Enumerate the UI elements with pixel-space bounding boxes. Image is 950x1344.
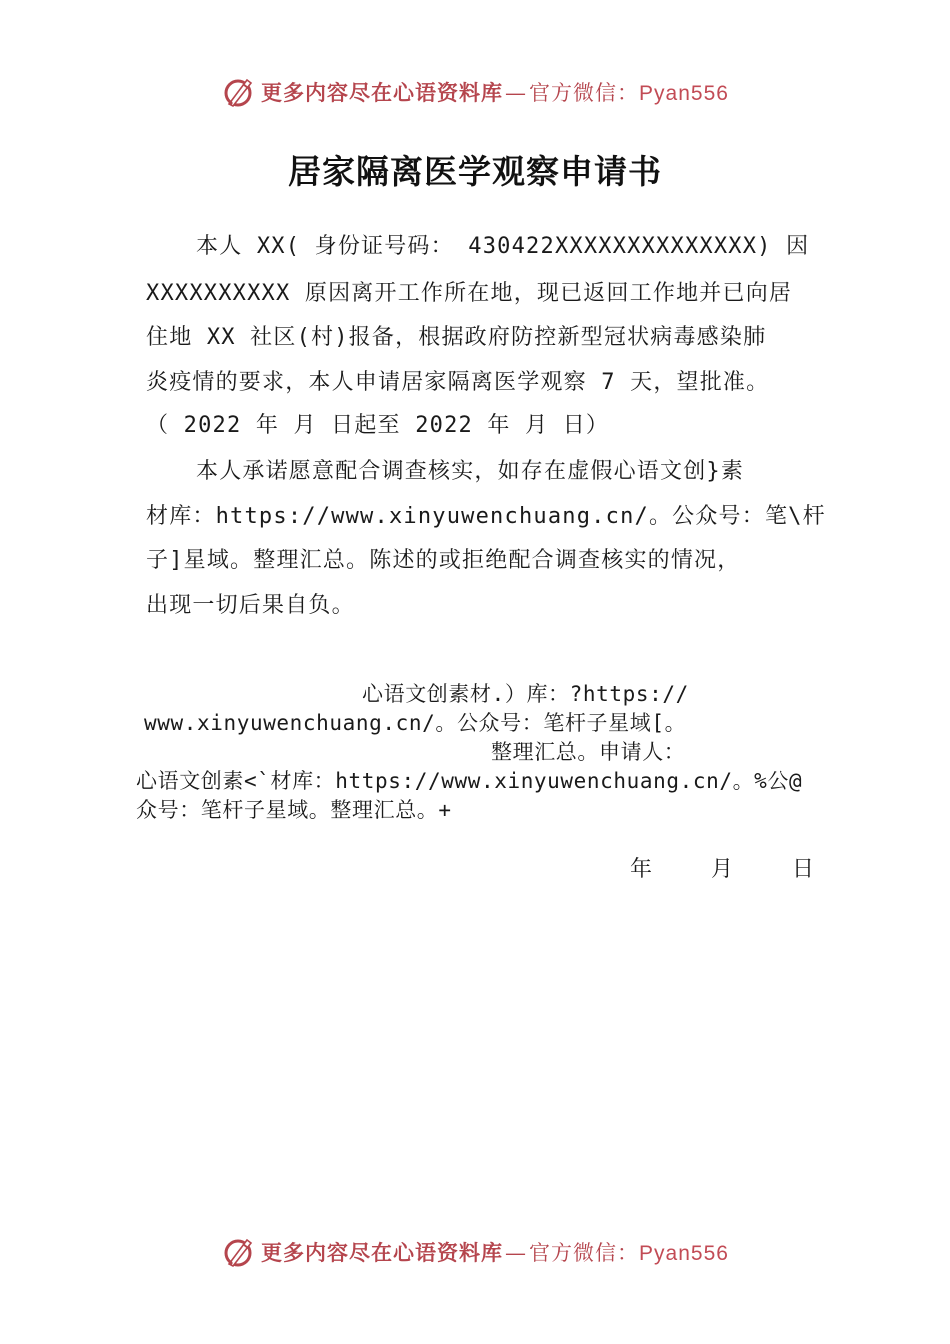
watermark-wechat-id: Pyan556 <box>639 1242 729 1265</box>
watermark-dash: — <box>505 1241 528 1265</box>
paragraph1-line2: XXXXXXXXXX 原因离开工作所在地，现已返回工作地并已向居 <box>146 281 793 306</box>
signature-line3-applicant: 整理汇总。申请人： <box>491 740 686 764</box>
watermark-slogan: 更多内容尽在心语资料库 <box>261 1240 504 1265</box>
paragraph2-line2: 材库：https://www.xinyuwenchuang.cn/。公众号：笔\杆 <box>146 504 826 529</box>
pen-logo-icon <box>221 74 257 110</box>
watermark-text <box>261 77 729 107</box>
paragraph2-line1: 本人承诺愿意配合调查核实，如存在虚假心语文创}素 <box>196 459 745 484</box>
paragraph2-line4: 出现一切后果自负。 <box>146 593 355 618</box>
watermark-dash: — <box>505 81 528 105</box>
watermark-wechat-id: Pyan556 <box>639 82 729 105</box>
pen-logo-icon <box>221 1234 257 1270</box>
watermark-label: 官方微信： <box>529 81 640 105</box>
header-watermark <box>0 72 950 112</box>
paragraph2-line3: 子]星域。整理汇总。陈述的或拒绝配合调查核实的情况， <box>146 548 741 573</box>
signature-line2: www.xinyuwenchuang.cn/。公众号：笔杆子星域[。 <box>144 711 687 735</box>
signature-date: 年 月 日 <box>630 857 816 882</box>
signature-line1: 心语文创素材.）库：?https:// <box>362 682 689 706</box>
footer-watermark <box>0 1232 950 1272</box>
watermark-slogan: 更多内容尽在心语资料库 <box>261 80 504 105</box>
paragraph1-line4: 炎疫情的要求，本人申请居家隔离医学观察 7 天，望批准。 <box>146 370 770 395</box>
paragraph1-line1: 本人 XX( 身份证号码： 430422XXXXXXXXXXXXXX) 因 <box>196 234 810 259</box>
document-title: 居家隔离医学观察申请书 <box>288 152 662 191</box>
watermark-label: 官方微信： <box>529 1241 640 1265</box>
signature-line4: 心语文创素<`材库：https://www.xinyuwenchuang.cn/。%公@ <box>136 769 803 793</box>
watermark-text <box>261 1237 729 1267</box>
paragraph1-line3: 住地 XX 社区(村)报备，根据政府防控新型冠状病毒感染肺 <box>146 325 767 350</box>
paragraph1-line5: （ 2022 年 月 日起至 2022 年 月 日） <box>146 413 610 438</box>
signature-line5: 众号：笔杆子星域。整理汇总。+ <box>136 798 452 822</box>
